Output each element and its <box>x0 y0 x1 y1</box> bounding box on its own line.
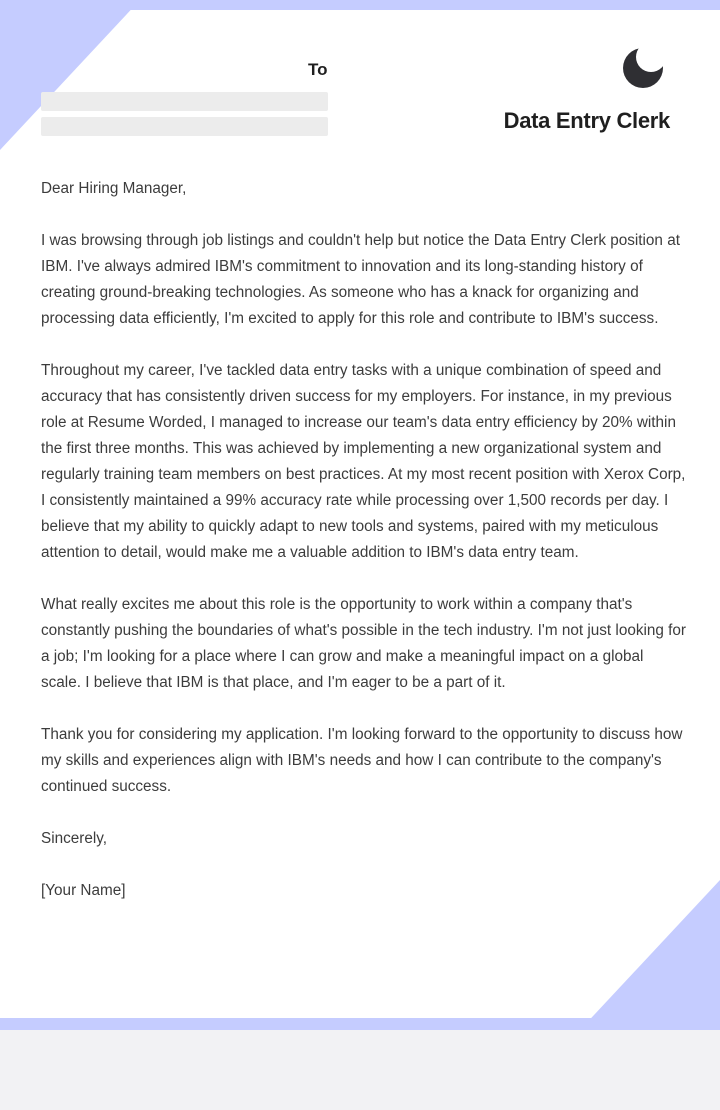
paragraph: What really excites me about this role is the opportunity to work within a company that's constantly pushing the boundaries of what's possible in the tech industry. I'm not just looking for a job; I'm looking for a place where I can grow and make a meaningful impact on a global scale. I believe that IBM is that place, and I'm eager to be a part of it. <box>41 596 686 691</box>
to-label: To <box>308 60 328 79</box>
paragraph: I was browsing through job listings and couldn't help but notice the Data Entry Clerk position at IBM. I've always admired IBM's commitment to innovation and its long-standing history of creating ground-breaking technologies. As someone who has a knack for organizing and processing data efficiently, I'm excited to apply for this role and contribute to IBM's success. <box>41 232 680 327</box>
job-title: Data Entry Clerk <box>503 108 670 133</box>
signature: [Your Name] <box>41 882 126 899</box>
recipient-line-placeholder <box>41 92 328 111</box>
closing: Sincerely, <box>41 830 108 847</box>
moon-icon <box>622 47 664 89</box>
letter-body <box>41 176 686 930</box>
salutation: Dear Hiring Manager, <box>41 180 187 197</box>
recipient-line-placeholder <box>41 117 328 136</box>
paragraph: Throughout my career, I've tackled data entry tasks with a unique combination of speed and accuracy that has consistently driven success for my employers. For instance, in my previous role at Resume Worded, I managed to increase our team's data entry efficiency by 20% within the first three months. This was achieved by implementing a new organizational system and regularly training team members on best practices. At my most recent position with Xerox Corp, I consistently maintained a 99% accuracy rate while processing over 1,500 records per day. I believe that my ability to quickly adapt to new tools and systems, paired with my meticulous attention to detail, would make me a valuable addition to IBM's data entry team. <box>41 362 686 561</box>
paragraph: Thank you for considering my application. I'm looking forward to the opportunity to discuss how my skills and experiences align with IBM's needs and how I can contribute to the company's continued success. <box>41 726 683 795</box>
